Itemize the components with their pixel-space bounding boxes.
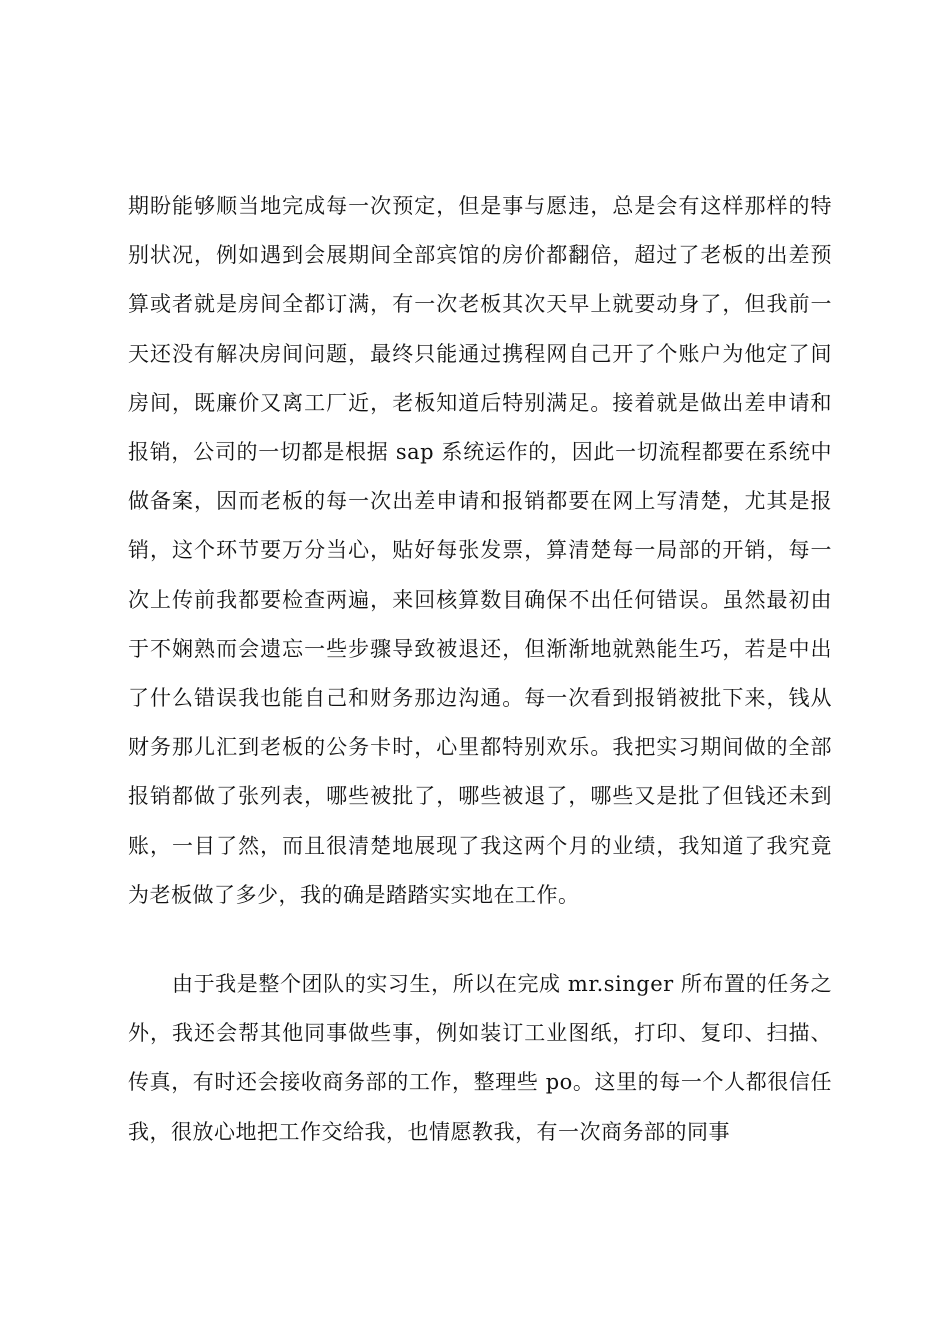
body-paragraph-1: 期盼能够顺当地完成每一次预定，但是事与愿违，总是会有这样那样的特别状况，例如遇到会展期间全部宾馆的房价都翻倍，超过了老板的出差预算或者就是房间全都订满，有一次老板其次天早上就要动身了，但我前一天还没有解决房间问题，最终只能通过携程网自己开了个账户为他定了间房间，既廉价又离工厂近，老板知道后特别满足。接着就是做出差申请和报销，公司的一切都是根据 sap 系统运作的，因此一切流程都要在系统中做备案，因而老板的每一次出差申请和报销都要在网上写清楚，尤其是报销，这个环节要万分当心，贴好每张发票，算清楚每一局部的开销，每一次上传前我都要检查两遍，来回核算数目确保不出任何错误。虽然最初由于不娴熟而会遗忘一些步骤导致被退还，但渐渐地就熟能生巧，若是中出了什么错误我也能自己和财务那边沟通。每一次看到报销被批下来，钱从财务那儿汇到老板的公务卡时，心里都特别欢乐。我把实习期间做的全部报销都做了张列表，哪些被批了，哪些被退了，哪些又是批了但钱还未到账，一目了然，而且很清楚地展现了我这两个月的业绩，我知道了我究竟为老板做了多少，我的确是踏踏实实地在工作。 xyxy=(128,194,832,907)
body-paragraph-2: 由于我是整个团队的实习生，所以在完成 mr.singer 所布置的任务之外，我还会帮其他同事做些事，例如装订工业图纸，打印、复印、扫描、传真，有时还会接收商务部的工作，整理些 po。这里的每一个人都很信任我，很放心地把工作交给我，也情愿教我，有一次商务部的同事 xyxy=(128,972,832,1144)
